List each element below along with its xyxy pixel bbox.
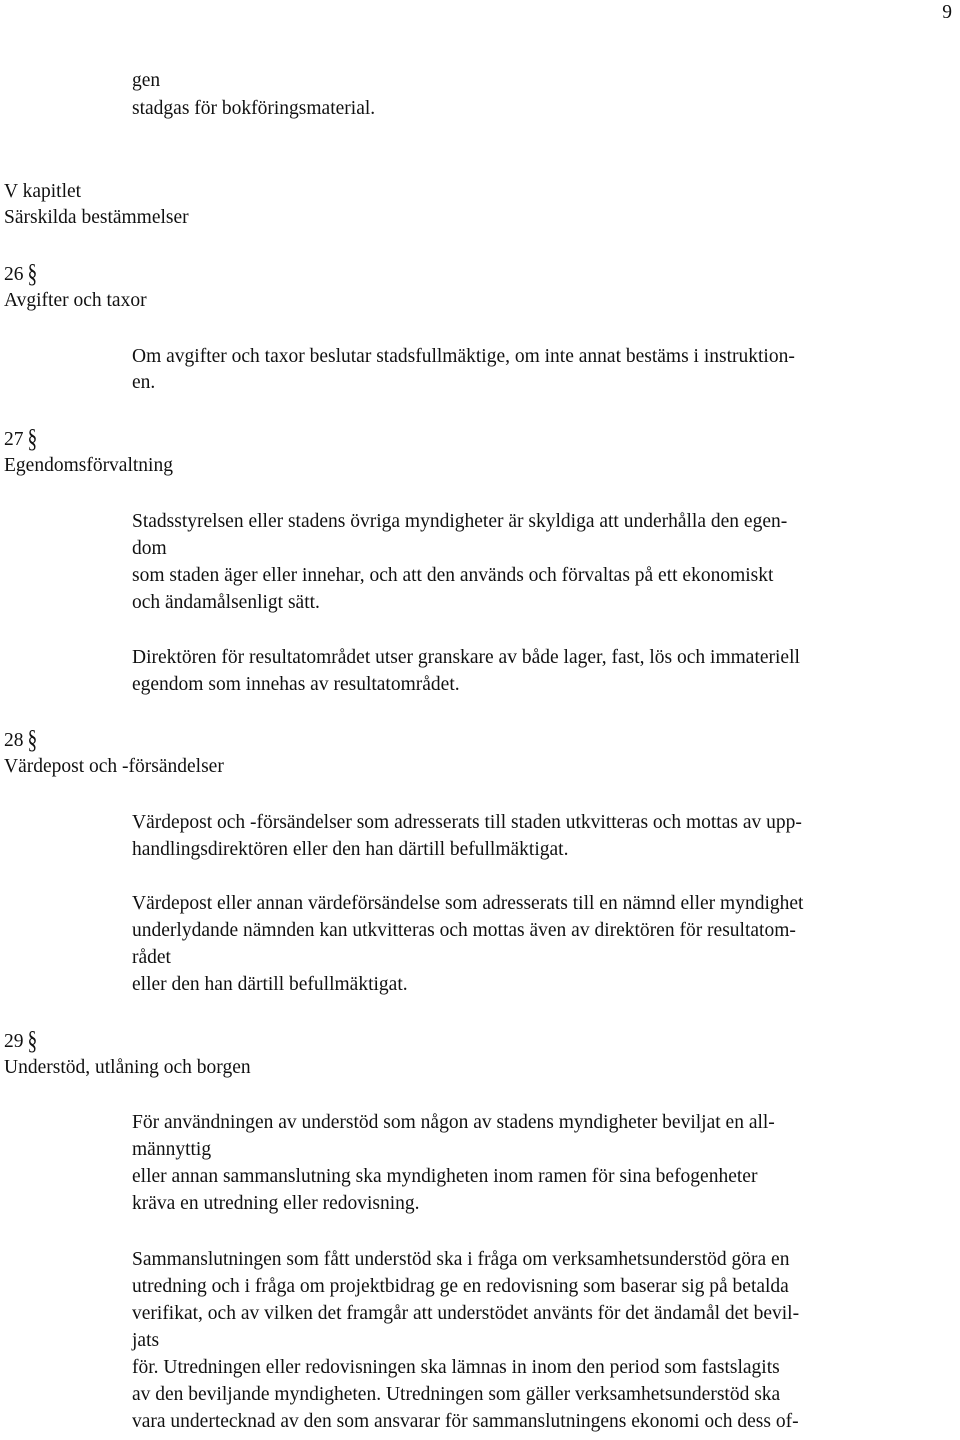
paragraph-line: Värdepost eller annan värdeförsändelse som adresserats till en nämnd eller myndighet: [132, 893, 804, 914]
chapter-subtitle: Särskilda bestämmelser: [4, 207, 189, 228]
paragraph-line: handlingsdirektören eller den han därtill befullmäktigat.: [132, 839, 569, 860]
section-heading: Värdepost och -försändelser: [4, 756, 224, 777]
intro-line: stadgas för bokföringsmaterial.: [132, 98, 376, 119]
paragraph-line: som staden äger eller innehar, och att den används och förvaltas på ett ekonomiskt: [132, 565, 774, 586]
paragraph-line: eller den han därtill befullmäktigat.: [132, 974, 408, 995]
paragraph-line: Stadsstyrelsen eller stadens övriga myndigheter är skyldiga att underhålla den egen-: [132, 511, 788, 532]
section-sign: §: [27, 425, 38, 454]
section-sign: §: [27, 260, 38, 289]
paragraph-line: kräva en utredning eller redovisning.: [132, 1193, 420, 1214]
paragraph-line: av den beviljande myndigheten. Utredningen som gäller verksamhetsunderstöd ska: [132, 1384, 781, 1405]
section-number: 28: [4, 730, 24, 751]
paragraph-line: vara undertecknad av den som ansvarar för sammanslutningens ekonomi och dess of-: [132, 1411, 799, 1432]
section-heading: Egendomsförvaltning: [4, 455, 173, 476]
paragraph-line: utredning och i fråga om projektbidrag ge en redovisning som baserar sig på betalda: [132, 1276, 789, 1297]
section-number-28: [4, 726, 38, 755]
paragraph-line: För användningen av understöd som någon av stadens myndigheter beviljat en all-: [132, 1112, 775, 1133]
paragraph-line: Direktören för resultatområdet utser granskare av både lager, fast, lös och immateriell: [132, 647, 800, 668]
paragraph-line: egendom som innehas av resultatområdet.: [132, 674, 460, 695]
paragraph-line: verifikat, och av vilken det framgår att understödet använts för det ändamål det bevil-: [132, 1303, 800, 1324]
paragraph-line: eller annan sammanslutning ska myndigheten inom ramen för sina befogenheter: [132, 1166, 758, 1187]
paragraph-line: underlydande nämnden kan utkvitteras och mottas även av direktören för resultatom-: [132, 920, 796, 941]
chapter-title: V kapitlet: [4, 181, 82, 202]
paragraph-line: en.: [132, 372, 156, 393]
page-number: 9: [942, 2, 952, 23]
section-number-29: [4, 1027, 38, 1056]
paragraph-line: Sammanslutningen som fått understöd ska i fråga om verksamhetsunderstöd göra en: [132, 1249, 790, 1270]
section-number: 27: [4, 429, 24, 450]
section-number: 29: [4, 1031, 24, 1052]
paragraph-line: Värdepost och -försändelser som adresserats till staden utkvitteras och mottas av upp-: [132, 812, 802, 833]
paragraph-line: för. Utredningen eller redovisningen ska lämnas in inom den period som fastslagits: [132, 1357, 780, 1378]
paragraph-line: och ändamålsenligt sätt.: [132, 592, 320, 613]
section-number: 26: [4, 264, 24, 285]
section-number-26: [4, 260, 38, 289]
section-heading: Avgifter och taxor: [4, 290, 147, 311]
paragraph-line: rådet: [132, 947, 171, 968]
intro-line: gen: [132, 70, 161, 91]
paragraph-line: jats: [132, 1330, 160, 1351]
section-sign: §: [27, 1027, 38, 1056]
paragraph-line: männyttig: [132, 1139, 212, 1160]
paragraph-line: dom: [132, 538, 167, 559]
paragraph-line: Om avgifter och taxor beslutar stadsfullmäktige, om inte annat bestäms i instruktion-: [132, 346, 795, 367]
section-sign: §: [27, 726, 38, 755]
section-number-27: [4, 425, 38, 454]
section-heading: Understöd, utlåning och borgen: [4, 1057, 251, 1078]
